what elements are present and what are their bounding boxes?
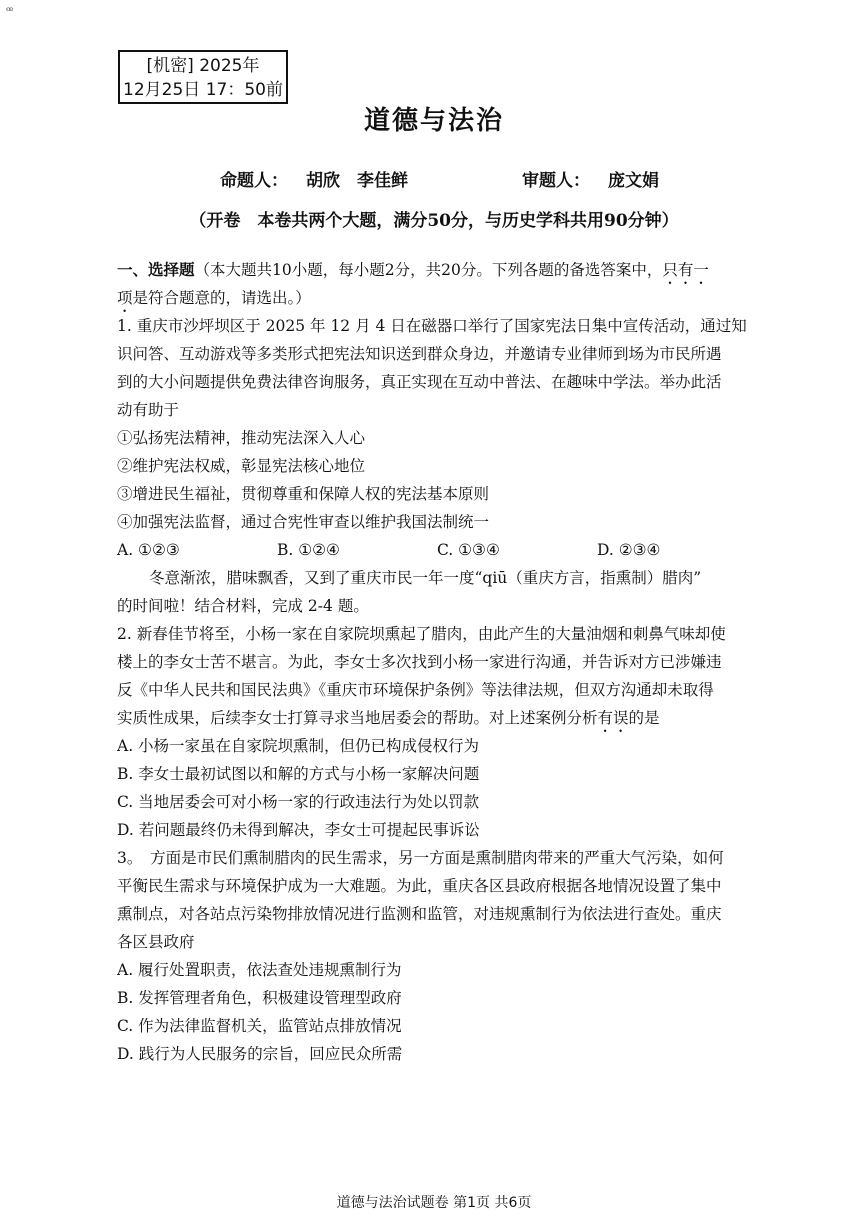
q2-line: 楼上的李女士苦不堪言。为此，李女士多次找到小杨一家进行沟通，并告诉对方已涉嫌违 bbox=[117, 653, 722, 671]
q1-line: 识问答、互动游戏等多类形式把宪法知识送到群众身边，并邀请专业律师到场为市民所遇 bbox=[117, 345, 722, 363]
q1-options bbox=[117, 536, 757, 564]
q2-option-a[interactable]: A. 小杨一家虽在自家院坝熏制，但仍已构成侵权行为 bbox=[117, 737, 480, 755]
q2-option-d[interactable]: D. 若问题最终仍未得到解决，李女士可提起民事诉讼 bbox=[117, 821, 480, 839]
section-desc-line-2 bbox=[117, 284, 757, 312]
reviewer-name: 庞文娟 bbox=[608, 171, 659, 191]
q1-line: 动有助于 bbox=[117, 401, 180, 419]
setter-names: 胡欣 李佳鲜 bbox=[306, 171, 408, 191]
section-desc-emphasis: 只有一 bbox=[662, 261, 709, 279]
section-desc: （本大题共10小题，每小题2分，共20分。下列各题的备选答案中， bbox=[194, 261, 663, 279]
material-line: 冬意渐浓，腊味飘香，又到了重庆市民一年一度“qiū（重庆方言，指熏制）腊肉” bbox=[149, 569, 702, 587]
q2-last-line-pre: 实质性成果，后续李女士打算寻求当地居委会的帮助。对上述案例分析 bbox=[117, 709, 598, 727]
q1-line: 到的大小问题提供免费法律咨询服务，真正实现在互动中普法、在趣味中学法。举办此活 bbox=[117, 373, 722, 391]
page-footer: 道德与法治试题卷 第1页 共6页 bbox=[336, 1195, 532, 1211]
q3-option-c[interactable]: C. 作为法律监督机关，监管站点排放情况 bbox=[117, 1017, 402, 1035]
reviewer-label: 审题人： bbox=[522, 171, 590, 191]
q3-option-d[interactable]: D. 践行为人民服务的宗旨，回应民众所需 bbox=[117, 1045, 403, 1063]
exam-info: （开卷 本卷共两个大题，满分50分，与历史学科共用90分钟） bbox=[189, 211, 679, 231]
q1-option-b[interactable]: B. ①②④ bbox=[277, 541, 340, 559]
q3-option-a[interactable]: A. 履行处置职责，依法查处违规熏制行为 bbox=[117, 961, 402, 979]
q3-line: 熏制点，对各站点污染物排放情况进行监测和监管，对违规熏制行为依法进行查处。重庆 bbox=[117, 905, 722, 923]
q3-option-b[interactable]: B. 发挥管理者角色，积极建设管理型政府 bbox=[117, 989, 402, 1007]
page-title: 道德与法治 bbox=[363, 106, 504, 136]
q3-line: 平衡民生需求与环境保护成为一大难题。为此，重庆各区县政府根据各地情况设置了集中 bbox=[117, 877, 722, 895]
section-heading bbox=[117, 256, 757, 284]
setter-label: 命题人： bbox=[220, 171, 288, 191]
exam-body bbox=[117, 256, 757, 1068]
q2-option-b[interactable]: B. 李女士最初试图以和解的方式与小杨一家解决问题 bbox=[117, 765, 480, 783]
q1-option-a[interactable]: A. ①②③ bbox=[117, 541, 180, 559]
q1-option-c[interactable]: C. ①③④ bbox=[437, 541, 500, 559]
confidential-line-1: [机密] 2025年 bbox=[146, 56, 260, 76]
q1-line: 1. 重庆市沙坪坝区于 2025 年 12 月 4 日在磁器口举行了国家宪法日集中宣传活动，通过知 bbox=[117, 317, 747, 335]
q3-line: 各区县政府 bbox=[117, 933, 195, 951]
confidential-line-2: 12月25日 17：50前 bbox=[123, 80, 283, 100]
q1-statement: ④加强宪法监督，通过合宪性审查以维护我国法制统一 bbox=[117, 513, 490, 531]
q1-option-d[interactable]: D. ②③④ bbox=[597, 541, 661, 559]
corner-mark: ꟹ bbox=[6, 4, 14, 18]
q2-line: 反《中华人民共和国民法典》《重庆市环境保护条例》等法律法规，但双方沟通却未取得 bbox=[117, 681, 714, 699]
confidential-stamp bbox=[118, 50, 288, 104]
q2-line: 2. 新春佳节将至，小杨一家在自家院坝熏起了腊肉，由此产生的大量油烟和刺鼻气味却使 bbox=[117, 625, 726, 643]
q2-last-line bbox=[117, 704, 757, 732]
q2-last-line-post: 的是 bbox=[628, 709, 660, 727]
section-desc-emphasis-2: 项 bbox=[117, 289, 133, 307]
q1-statement: ②维护宪法权威，彰显宪法核心地位 bbox=[117, 457, 366, 475]
section-desc-rest: 是符合题意的，请选出。） bbox=[132, 289, 311, 307]
q3-line: 3。 方面是市民们熏制腊肉的民生需求，另一方面是熏制腊肉带来的严重大气污染，如何 bbox=[117, 849, 724, 867]
q1-statement: ①弘扬宪法精神，推动宪法深入人心 bbox=[117, 429, 366, 447]
q1-statement: ③增进民生福祉，贯彻尊重和保障人权的宪法基本原则 bbox=[117, 485, 490, 503]
section-title: 一、选择题 bbox=[117, 261, 195, 279]
q2-emphasis: 有误 bbox=[597, 709, 629, 727]
authors-line bbox=[220, 166, 677, 191]
material-line: 的时间啦！结合材料，完成 2-4 题。 bbox=[117, 597, 369, 615]
q2-option-c[interactable]: C. 当地居委会可对小杨一家的行政违法行为处以罚款 bbox=[117, 793, 480, 811]
